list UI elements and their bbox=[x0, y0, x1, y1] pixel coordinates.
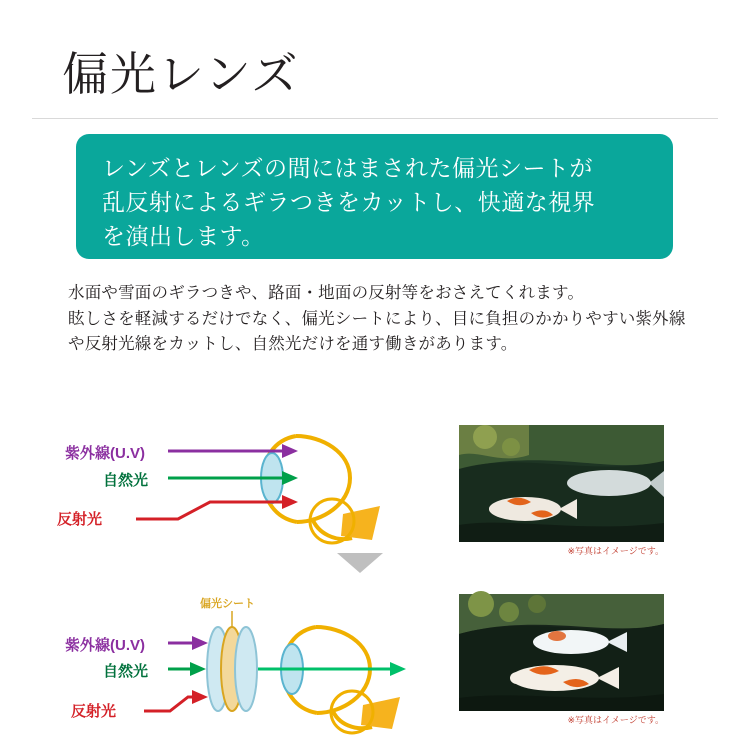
callout-line-3: を演出します。 bbox=[102, 223, 265, 249]
callout-line-1: レンズとレンズの間にはまされた偏光シートが bbox=[102, 155, 593, 181]
callout-line-2: 乱反射によるギラつきをカットし、快適な視界 bbox=[102, 189, 596, 215]
label-uv-top: 紫外線(U.V) bbox=[65, 445, 145, 462]
page-title: 偏光レンズ bbox=[62, 48, 300, 100]
label-reflected-top: 反射光 bbox=[57, 511, 103, 528]
diagram-bottom bbox=[60, 593, 440, 733]
label-polarized-sheet: 偏光シート bbox=[200, 598, 255, 610]
body-copy bbox=[68, 281, 693, 358]
photo-bottom bbox=[459, 594, 664, 725]
photo-bottom-caption: ※写真はイメージです。 bbox=[567, 715, 664, 725]
diagram-area bbox=[0, 418, 750, 750]
photo-top bbox=[459, 425, 664, 556]
photo-top-graphic bbox=[459, 425, 664, 542]
body-paragraph-1: 水面や雪面のギラつきや、路面・地面の反射等をおさえてくれます。 bbox=[68, 284, 585, 302]
body-paragraph-2: 眩しさを軽減するだけでなく、偏光シートにより、目に負担のかかりやすい紫外線や反射光線をカットし、自然光だけを通す働きがあります。 bbox=[68, 309, 686, 353]
label-uv-bottom: 紫外線(U.V) bbox=[65, 637, 145, 654]
highlight-callout bbox=[76, 134, 673, 259]
flow-arrow-icon bbox=[337, 553, 383, 573]
title-divider bbox=[32, 118, 718, 119]
diagram-top bbox=[57, 418, 440, 548]
photo-bottom-graphic bbox=[459, 594, 664, 711]
label-reflected-bottom: 反射光 bbox=[71, 703, 117, 720]
label-natural-bottom: 自然光 bbox=[103, 663, 149, 680]
label-natural-top: 自然光 bbox=[103, 472, 149, 489]
photo-top-caption: ※写真はイメージです。 bbox=[567, 546, 664, 556]
